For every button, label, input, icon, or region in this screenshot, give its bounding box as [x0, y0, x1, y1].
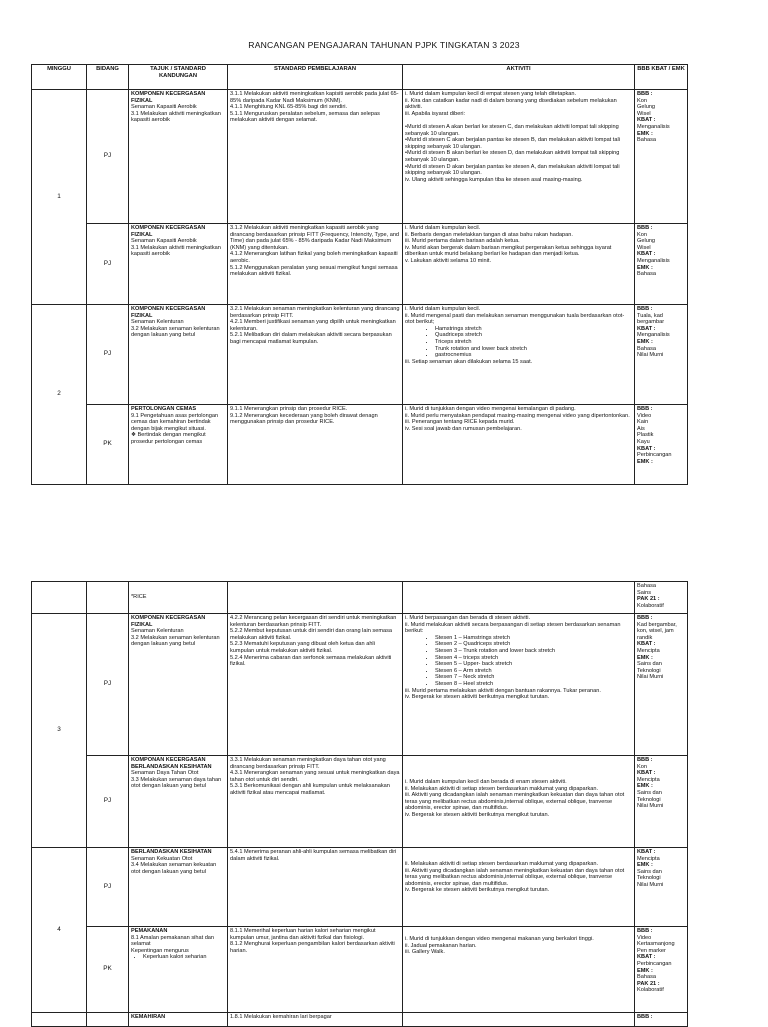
text-line: 4.1.1 Menghitung KNL 65-85% bagi diri sendiri. — [230, 104, 348, 111]
text-block — [131, 238, 225, 258]
resource-list — [637, 757, 685, 810]
resource-item: Tuala, kad bergambar — [637, 312, 665, 326]
text-line: i. Murid dalam kumpulan kecil di empat stesen yang telah ditetapkan. — [405, 91, 577, 97]
tajuk-cell — [129, 90, 228, 224]
tajuk-cell — [129, 756, 228, 848]
text-block — [131, 770, 225, 790]
text-line: Kepentingan mengurus — [131, 947, 189, 954]
text-line: Senaman Kapasiti Aerobik — [131, 104, 197, 111]
text-line: Senaman Daya Tahan Otot — [131, 770, 199, 777]
list-item: • Quadriceps stretch — [435, 332, 632, 339]
list-item: • Triceps stretch — [435, 339, 632, 346]
text-line: iii. Apabila isyarat diberi: — [405, 110, 466, 117]
bbb-cell — [635, 90, 688, 224]
aktiviti-cell — [403, 405, 635, 485]
tajuk-cell — [129, 224, 228, 305]
resource-item: Bahasa — [637, 345, 656, 352]
text-line: iv. Bergerak ke stesen aktiviti berikutnya mengikut turutan. — [405, 887, 550, 894]
week-cell: 3 — [32, 614, 87, 848]
bullet-list — [405, 326, 632, 359]
aktiviti-cell — [403, 614, 635, 756]
text-line: v. Lakukan aktiviti selama 10 minit. — [405, 257, 492, 264]
text-line: 3.1.1 Melakukan aktiviti meningkatkan kapisiti aerobik pada julat 65-85% daripada Kadar Nadi Maksimum (KNM). — [230, 91, 399, 104]
resource-label: KBAT : — [637, 251, 656, 258]
tajuk-cell — [129, 405, 228, 485]
resource-item: Kain — [637, 419, 649, 426]
resource-item: Sains dan Teknologi — [637, 789, 662, 803]
resource-item: Sains dan Teknologi — [637, 868, 662, 882]
tajuk-cell: *RICE — [129, 582, 228, 614]
text-line: 3.1 Melakukan aktiviti meningkatkan kapasiti aerobik — [131, 244, 221, 258]
resource-item: Kon — [637, 231, 647, 238]
plan-table-page-1 — [31, 64, 688, 485]
resource-item: Menganalisis — [637, 123, 670, 130]
resource-list — [637, 615, 685, 681]
plan-table-page-2 — [31, 581, 688, 1027]
aktiviti-cell — [403, 756, 635, 848]
resource-item: Nilai Murni — [637, 881, 664, 888]
header-tajuk: TAJUK / STANDARD KANDUNGAN — [129, 65, 228, 90]
resource-label: BBB : — [637, 928, 653, 934]
list-item: • Stesen 5 – Upper- back stretch — [435, 661, 632, 668]
resource-label: EMK : — [637, 130, 653, 137]
resource-item: Kon — [637, 97, 647, 104]
text-line: i. Murid dalam kumpulan kecil. — [405, 225, 481, 231]
text-line: 9.1.1 Menerangkan prinsip dan prosedur RICE. — [230, 406, 348, 412]
text-line: ii. Jadual pemakanan harian. — [405, 942, 477, 949]
resource-item: Bahasa — [637, 583, 656, 589]
text-block — [405, 688, 632, 701]
text-block — [405, 359, 632, 366]
standard-cell: 1.8.1 Melakukan kemahiran lari berpagar — [228, 1013, 403, 1027]
text-block — [405, 306, 632, 326]
text-block — [230, 849, 400, 862]
resource-label: EMK : — [637, 264, 653, 271]
tajuk-cell — [129, 927, 228, 1013]
text-line: 5.1.1 Menguruskan peralatan sebelum, semasa dan selepas melakukan aktiviti dengan selamat. — [230, 110, 380, 124]
resource-label: EMK : — [637, 783, 653, 790]
text-line — [405, 117, 632, 124]
table-row — [32, 1013, 688, 1027]
resource-item: Mencipta — [637, 776, 660, 783]
text-line: Senaman Kelenturan — [131, 628, 184, 635]
resource-item: Plastik — [637, 432, 654, 439]
text-line: 3.2.1 Melakukan senaman meningkatkan kelenturan yang dirancang berdasarkan prinsip FITT. — [230, 306, 400, 319]
resource-label: KBAT : — [637, 849, 656, 855]
text-line: 9.1.2 Menerangkan kecederaan yang boleh dirawat denagn menggunakan prinsip dan prosedur RICE. — [230, 412, 378, 426]
text-block — [230, 757, 400, 797]
resource-item: Gelung — [637, 104, 656, 111]
bidang-cell: PK — [87, 927, 129, 1013]
text-line: 8.1 Amalan pemakanan sihat dan selamat — [131, 934, 215, 948]
bidang-cell: PJ — [87, 848, 129, 927]
resource-item: Wisel — [637, 110, 651, 117]
text-line: •Murid di stesen B akan berlari ke stesen D, dan melakukan aktiviti lompat tali skipping sebanyak 10 ulangan. — [405, 150, 620, 163]
text-block — [131, 104, 225, 124]
text-block — [131, 628, 225, 648]
text-line: ii. Murid melakukan aktiviti secara berpasangan di setiap stesen berdasarkan senaman berikut: — [405, 621, 621, 635]
resource-item: Wisel — [637, 244, 651, 251]
bbb-cell — [635, 305, 688, 405]
text-line: 3.2 Melakukan senaman kelenturan dengan lakuan yang betul — [131, 634, 220, 648]
text-line: iv. Sesi soal jawab dan rumusan pembelajaran. — [405, 425, 522, 432]
bullet-list — [131, 954, 225, 961]
resource-label: KBAT : — [637, 954, 656, 961]
text-line: 5.4.1 Menerima peranan ahli-ahli kumpulan semasa melibatkan diri dalam aktiviti fizikal. — [230, 849, 397, 862]
resource-label: BBB : — [637, 225, 653, 231]
standard-cell — [228, 614, 403, 756]
text-line: Senaman Kekuatan Otot — [131, 855, 193, 862]
text-block — [405, 91, 632, 183]
list-item: • Stesen 6 – Arm stretch — [435, 668, 632, 675]
text-line: Senaman Kelenturan — [131, 319, 184, 326]
resource-item: Kon — [637, 763, 647, 770]
text-line: 5.2.4 Menerima cabaran dan serfonok semasa melakukan aktiviti fizikal. — [230, 654, 392, 668]
header-bbb: BBB KBAT / EMK — [635, 65, 688, 90]
aktiviti-cell — [403, 848, 635, 927]
list-item: • Stesen 1 – Hamstrings stretch — [435, 635, 632, 642]
text-line: iii. Setiap senaman akan dilakukan selama 15 saat. — [405, 358, 533, 365]
table-row — [32, 305, 688, 405]
list-item: • Hamstrings stretch — [435, 326, 632, 333]
text-line: ii. Kira dan catatkan kadar nadi di dalam borang yang disediakan sebelum melakukan aktiviti. — [405, 97, 617, 111]
table-row — [32, 848, 688, 927]
text-block — [230, 306, 400, 346]
text-line: ii. Melakukan aktiviti di setiap stesen berdasarkan maklumat yang dipaparkan. — [405, 785, 599, 792]
resource-item: Nilai Murni — [637, 352, 664, 359]
tajuk-heading: KEMAHIRAN — [131, 1014, 166, 1020]
text-block — [131, 935, 225, 955]
text-line: 3.3 Melakukan senaman daya tahan otot dengan lakuan yang betul — [131, 776, 222, 790]
resource-list — [637, 91, 685, 144]
text-line: ii. Murid mengenal pasti dan melakukan senaman menggunakan tuala berdasarkan otot-otot berikut; — [405, 312, 625, 326]
text-line: 4.2.1 Memberi justifikasi senaman yang dipilih untuk meningkatkan kelenturan. — [230, 319, 396, 332]
text-line: i. Murid dalam kumpulan kecil dan berada di enam stesen aktiviti. — [405, 779, 567, 785]
list-item: • Trunk rotation and lower back stretch — [435, 346, 632, 353]
resource-label: KBAT : — [637, 770, 656, 777]
text-line: ii. Berbaris dengan meletakkan tangan di atas bahu rakan hadapan. — [405, 231, 573, 238]
resource-list — [637, 583, 685, 609]
bidang-cell: PJ — [87, 224, 129, 305]
text-line: 4.3.1 Menerangkan senaman yang sesuai untuk meningkatkan daya tahan otot untuk diri sendiri. — [230, 770, 400, 783]
standard-cell — [228, 90, 403, 224]
tajuk-cell — [129, 1013, 228, 1027]
resource-item: Mencipta — [637, 855, 660, 862]
bbb-cell: BBB : — [635, 1013, 688, 1027]
bidang-cell — [87, 582, 129, 614]
tajuk-cell — [129, 614, 228, 756]
list-item: • Stesen 4 – triceps stretch — [435, 655, 632, 662]
resource-item: Sains — [637, 589, 651, 596]
aktiviti-cell — [403, 582, 635, 614]
text-line: i. Murid di tunjukkan dengan video mengenai makanan yang berkalori tinggi. — [405, 936, 594, 942]
resource-item: Nilai Murni — [637, 803, 664, 810]
text-line: 8.1.1 Memerihal keperluan harian kalori seharian mengikut kumpulan umur, jantina dan aktiviti fizikal dan fisiologi. — [230, 928, 376, 941]
week-cell: 2 — [32, 305, 87, 485]
resource-label: EMK : — [637, 338, 653, 345]
resource-item: Mencipta — [637, 647, 660, 654]
text-line: iv. Ulang aktiviti sehingga kumpulan tiba ke stesen asal masing-masing. — [405, 176, 583, 183]
bidang-cell: PJ — [87, 305, 129, 405]
resource-label: PAK 21 : — [637, 980, 660, 987]
text-line: 8.1.2 Menghurai keperluan pengambilan kalori berdasarkan aktiviti harian. — [230, 941, 395, 954]
resource-list — [637, 225, 685, 278]
list-item: • Keperluan kalori seharian — [143, 954, 225, 961]
resource-label: BBB : — [637, 757, 653, 763]
bbb-cell — [635, 614, 688, 756]
text-line: ❖ Bertindak dengan mengikut prosedur pertolongan cemas — [131, 432, 206, 445]
text-line: •Murid di stesen A akan berlari ke stesen C, dan melakukan aktiviti lompat tali skipping sebanyak 10 ulangan. — [405, 123, 619, 137]
resource-label: EMK : — [637, 654, 653, 661]
text-block — [230, 225, 400, 278]
aktiviti-cell — [403, 305, 635, 405]
tajuk-heading: BERLANDASKAN KESIHATAN — [131, 849, 212, 855]
bbb-cell — [635, 224, 688, 305]
bbb-cell — [635, 848, 688, 927]
week-cell — [32, 1013, 87, 1027]
text-line: Senaman Kapasiti Aerobik — [131, 238, 197, 245]
resource-item: Gelung — [637, 238, 656, 245]
resource-label: BBB : — [637, 615, 653, 621]
resource-item: Kad bergambar, kon, wisel, jam randik — [637, 621, 677, 641]
resource-item: Pen marker — [637, 947, 666, 954]
resource-item: Kertasmanjong — [637, 941, 675, 948]
resource-item: Kolaboratif — [637, 602, 664, 609]
page-title: RANCANGAN PENGAJARAN TAHUNAN PJPK TINGKATAN 3 2023 — [248, 40, 520, 50]
header-standard-pembelajaran: STANDARD PEMBELAJARAN — [228, 65, 403, 90]
text-line: i. Murid di tunjukkan dengan video mengenai kemalangan di padang. — [405, 406, 576, 412]
text-line: 3.1 Melakukan aktiviti meningkatkan kapasiti aerobik — [131, 110, 221, 124]
text-line: i. Murid berpasangan dan berada di stesen aktiviti. — [405, 615, 531, 621]
bbb-cell — [635, 405, 688, 485]
table-header-row — [32, 65, 688, 90]
resource-item: Video — [637, 934, 652, 941]
aktiviti-cell — [403, 927, 635, 1013]
bbb-cell — [635, 582, 688, 614]
table-row — [32, 582, 688, 614]
tajuk-heading: PEMAKANAN — [131, 928, 168, 934]
text-line: 5.2.1 Melibatkan diri dalam melakukan aktiviti secara berpasukan bagi mencapai matlamat kumpulan. — [230, 332, 392, 345]
header-bidang: BIDANG — [87, 65, 129, 90]
resource-label: BBB : — [637, 406, 653, 412]
text-line: iv. Bergerak ke stesen aktiviti berikutnya mengikut turutan. — [405, 811, 550, 818]
tajuk-heading: KOMPONAN KECERGASAN BERLANDASKAN KESIHATAN — [131, 757, 212, 770]
text-line: 5.1.2 Menggunakan peralatan yang sesuai mengikut fungsi semasa melakukan aktiviti fizikal. — [230, 264, 398, 278]
text-line: i. Murid dalam kumpulan kecil. — [405, 306, 481, 312]
resource-item: Kolaboratif — [637, 987, 664, 994]
text-line: ii. Melakukan aktiviti di setiap stesen berdasarkan maklumat yang dipaparkan. — [405, 861, 599, 867]
bidang-cell: PJ — [87, 756, 129, 848]
text-line: iii. Penerangan tentang RICE kepada murid. — [405, 419, 515, 426]
week-cell — [32, 582, 87, 614]
resource-item: Menganalisis — [637, 332, 670, 339]
text-line: 3.1.2 Melakukan aktiviti meningkatkan kapasiti aerobik yang dirancang berdasarkan prinsip FITT (Frequency, Intencity, Type, and Time) dan pada julat 65% - 85% daripada Kadar Nadi Maksimum (KNM) yang ditentukan. — [230, 225, 400, 251]
header-aktiviti: AKTIVITI — [403, 65, 635, 90]
list-item: • Stesen 8 – Heel stretch — [435, 681, 632, 688]
table-row — [32, 756, 688, 848]
text-block — [405, 225, 632, 265]
text-block — [131, 856, 225, 876]
resource-item: Bahasa — [637, 137, 656, 144]
resource-label: BBB : — [637, 306, 653, 312]
standard-cell — [228, 927, 403, 1013]
header-minggu: MINGGU — [32, 65, 87, 90]
resource-label: KBAT : — [637, 117, 656, 124]
text-line: iii. Murid pertama dalam barisan adalah ketua. — [405, 238, 520, 245]
standard-cell — [228, 224, 403, 305]
text-block — [405, 757, 632, 819]
text-block — [230, 406, 400, 426]
resource-item: Sains dan Teknologi — [637, 661, 662, 674]
tajuk-cell — [129, 848, 228, 927]
text-line: 4.2.2 Merancang pelan kecergasan diri sendiri untuk meningkatkan kelenturan berdasarkan prinsip FITT. — [230, 615, 397, 628]
resource-item: Ais — [637, 425, 645, 432]
resource-item: Kayu — [637, 438, 650, 445]
text-line: iii. Gallery Walk. — [405, 949, 445, 956]
bidang-cell — [87, 1013, 129, 1027]
tajuk-heading: KOMPONEN KECERGASAN FIZIKAL — [131, 306, 206, 319]
text-line: ii. Murid perlu menyatakan pendapat masing-masing mengenai video yang dipertontonkan. — [405, 412, 630, 419]
text-block — [131, 319, 225, 339]
text-line: iv. Murid akan bergerak dalam barisan mengikut pergerakan ketua sehingga isyarat diberikan untuk murid belakang berlari ke hadapan dan menjadi ketua. — [405, 244, 612, 258]
resource-list — [637, 306, 685, 359]
list-item: • Stesen 3 – Trunk rotation and lower back stretch — [435, 648, 632, 655]
text-block — [405, 928, 632, 956]
table-row — [32, 405, 688, 485]
resource-label: EMK : — [637, 458, 653, 465]
text-block — [230, 928, 400, 954]
tajuk-heading: PERTOLONGAN CEMAS — [131, 406, 197, 412]
text-block — [405, 406, 632, 432]
resource-item: Menganalisis — [637, 257, 670, 264]
resource-label: EMK : — [637, 862, 653, 869]
text-line: 4.1.2 Menerangkan latihan fizikal yang boleh meningkatkan kapasiti aerobic. — [230, 251, 398, 264]
text-block — [131, 413, 225, 446]
aktiviti-cell — [403, 1013, 635, 1027]
text-block — [405, 849, 632, 894]
standard-cell — [228, 405, 403, 485]
resource-label: EMK : — [637, 967, 653, 974]
resource-label: KBAT : — [637, 641, 656, 648]
bbb-cell — [635, 927, 688, 1013]
text-block — [230, 615, 400, 668]
list-item: • Stesen 2 – Quadriceps stretch — [435, 641, 632, 648]
standard-cell — [228, 848, 403, 927]
resource-item: Bahasa — [637, 974, 656, 981]
list-item: • gastrocnemius — [435, 352, 632, 359]
standard-cell — [228, 305, 403, 405]
text-line: iv. Bergerak ke stesen aktiviti berikutnya mengikut turutan. — [405, 694, 550, 701]
text-line: •Murid di stesen D akan berjalan pantas ke stesen A, dan melakukan aktiviti lompat tali skipping sebanyak 10 ulangan. — [405, 163, 620, 177]
week-cell: 1 — [32, 90, 87, 305]
tajuk-heading: KOMPONEN KECERGASAN FIZIKAL — [131, 615, 206, 628]
resource-list — [637, 928, 685, 994]
resource-item: Bahasa — [637, 271, 656, 278]
text-block — [230, 91, 400, 124]
tajuk-heading: KOMPONEN KECERGASAN FIZIKAL — [131, 225, 206, 238]
bbb-cell — [635, 756, 688, 848]
aktiviti-cell — [403, 90, 635, 224]
resource-list — [637, 849, 685, 889]
bullet-list — [405, 635, 632, 688]
text-line: 3.3.1 Melakukan senaman meningkatkan daya tahan otot yang dirancang berdasarkan prinsip FITT. — [230, 757, 386, 770]
text-line: 9.1 Pengetahuan asas pertolongan cemas dan kemahiran bertindak dengan bijak mengikut situasi. — [131, 412, 219, 432]
resource-label: BBB : — [637, 91, 653, 97]
bidang-cell: PK — [87, 405, 129, 485]
resource-label: PAK 21 : — [637, 596, 660, 603]
text-line: 5.3.1 Berkomunikasi dengan ahli kumpulan untuk melaksanakan aktiviti fizikal atau mencapai matlamat. — [230, 783, 390, 796]
standard-cell — [228, 756, 403, 848]
text-line: 3.2 Melakukan senaman kelenturan dengan lakuan yang betul — [131, 325, 220, 339]
text-block — [405, 615, 632, 635]
text-line: •Murid di stesen C akan berjalan pantas ke stesen B, dan melakukan aktiviti lompat tali skipping sebanyak 10 ulangan. — [405, 137, 620, 150]
text-line: 3.4 Melakukan senaman kekuatan otot dengan lakuan yang betul — [131, 862, 217, 875]
aktiviti-cell — [403, 224, 635, 305]
table-row — [32, 90, 688, 224]
tajuk-heading: KOMPONEN KECERGASAN FIZIKAL — [131, 91, 206, 104]
resource-item: Nilai Murni — [637, 674, 664, 681]
text-line: iii. Aktiviti yang dicadangkan ialah senaman meningkatkan kekuatan dan daya tahan otot teras yang melibatkan rectus abdominis,internal oblique, external oblique, tranverse abdominis, erector spinae, dan multifidus. — [405, 792, 625, 812]
text-line: 5.2.2 Membut keputusan untuk diri sendiri dan orang lain semasa melakukan aktiviti fizikal. — [230, 628, 393, 641]
bidang-cell: PJ — [87, 614, 129, 756]
resource-item: Perbincangan — [637, 960, 672, 967]
resource-label: KBAT : — [637, 445, 656, 452]
bidang-cell: PJ — [87, 90, 129, 224]
table-row — [32, 614, 688, 756]
resource-item: Perbincangan — [637, 452, 672, 459]
tajuk-cell — [129, 305, 228, 405]
text-line: iii. Murid pertama melakukan aktiviti dengan bantuan rakannya. Tukar peranan. — [405, 687, 601, 694]
table-row — [32, 224, 688, 305]
text-line: 5.2.3 Mematuhi keputusan yang dibuat oleh ketua dan ahli kumpulan untuk melakukan aktiviti fizikal. — [230, 641, 375, 654]
week-cell: 4 — [32, 848, 87, 1013]
resource-label: KBAT : — [637, 325, 656, 332]
list-item: • Stesen 7 – Neck stretch — [435, 674, 632, 681]
resource-item: Video — [637, 412, 652, 419]
resource-list — [637, 406, 685, 465]
standard-cell — [228, 582, 403, 614]
text-line: iii. Aktiviti yang dicadangkan ialah senaman meningkatkan kekuatan dan daya tahan otot teras yang melibatkan rectus abdominis,internal oblique, external oblique, tranverse abdominis, erector spinae, dan multifidus. — [405, 867, 625, 887]
table-row — [32, 927, 688, 1013]
